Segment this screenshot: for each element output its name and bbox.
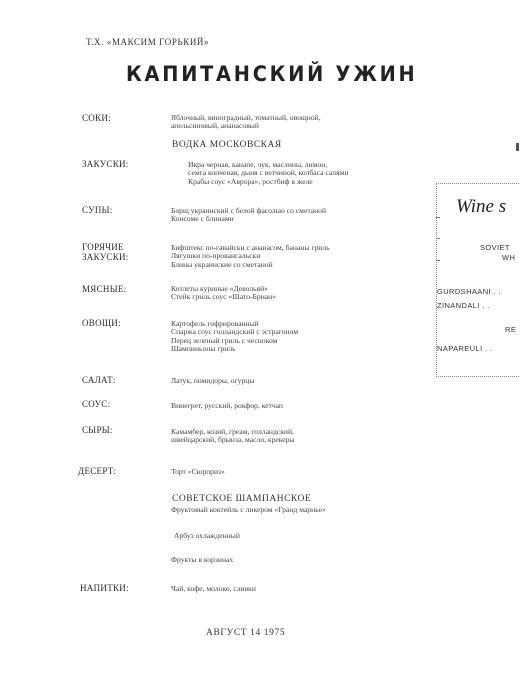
wine-card-title: Wine s	[456, 196, 507, 217]
category-supy: СУПЫ:	[82, 205, 113, 215]
items-zakuski: Икра черная, канапе, лук, маслины, лимон, семга копченая, дыня с ветчиной, колбаса салями Крабы соус «Аврора», ростбиф в желе	[188, 160, 349, 186]
category-ovoschi: ОВОЩИ:	[82, 318, 121, 328]
heading-vodka: ВОДКА МОСКОВСКАЯ	[172, 140, 282, 150]
category-goryachie: ГОРЯЧИЕ ЗАКУСКИ:	[82, 242, 129, 262]
category-syry: СЫРЫ:	[82, 425, 113, 435]
items-soki: Яблочный, виноградный, томатный, овощной, апельсиновый, ананасовый	[171, 113, 321, 131]
items-syry: Камамбер, козий, греам, голландский, швейцарский, брынза, масло, крекеры	[171, 427, 295, 445]
edge-mark	[516, 143, 519, 151]
wine-card-napareuli: NAPAREULI . .	[437, 344, 493, 353]
items-ovoschi: Картофель гофрированный Спаржа соус голландский с эстрагоном Перец зеленый гриль с чесноком Шампиньоны гриль	[171, 319, 299, 353]
items-salat: Латук, помидоры, огурцы	[171, 376, 255, 385]
items-goryachie: Бифштекс по-гавайски с ананасом, бананы гриль Лягушки по-провансальски Блины украинские со сметаной	[171, 243, 330, 269]
wine-card-re: RE	[505, 325, 517, 334]
items-napitki: Чай, кофе, молоко, сливки	[171, 584, 256, 593]
items-sous: Винегрет, русский, рокфор, кетчап	[171, 401, 283, 410]
ship-name: Т.Х. «МАКСИМ ГОРЬКИЙ»	[86, 37, 210, 47]
category-napitki: НАПИТКИ:	[80, 583, 129, 593]
wine-card-gurdshaani: GURDSHAANI . .	[437, 287, 501, 296]
wine-card-zinandali: ZINANDALI . .	[437, 301, 490, 310]
heading-champagne: СОВЕТСКОЕ ШАМПАНСКОЕ	[172, 494, 312, 504]
category-desert: ДЕСЕРТ:	[78, 466, 117, 476]
category-zakuski: ЗАКУСКИ:	[82, 159, 129, 169]
category-myasnye: МЯСНЫЕ:	[82, 284, 127, 294]
items-desert: Торт «Сюрприз»	[171, 467, 225, 476]
category-soki: СОКИ:	[82, 113, 112, 123]
items-supy: Борщ украинский с белой фасолью со сметаной Консоме с блинами	[171, 206, 327, 224]
item-cocktail: Фруктовый коктейль с ликером «Гранд марнье»	[171, 505, 326, 514]
date-footer: АВГУСТ 14 1975	[206, 628, 286, 638]
category-salat: САЛАТ:	[82, 375, 116, 385]
category-sous: СОУС:	[82, 399, 111, 409]
wine-card-tick	[436, 238, 440, 239]
page-title: КАПИТАНСКИЙ УЖИН	[126, 62, 418, 86]
items-myasnye: Котлеты куриные «Девольяй» Стейк гриль соус «Шато-Бриан»	[171, 284, 277, 302]
item-arbuz: Арбуз охлажденный	[174, 531, 240, 540]
wine-card-tick	[436, 217, 440, 218]
item-frukty: Фрукты в корзинах	[171, 555, 234, 564]
wine-card-tick	[436, 260, 440, 261]
wine-card-soviet: SOVIET	[480, 243, 510, 252]
wine-card-whi: WH	[502, 253, 516, 262]
